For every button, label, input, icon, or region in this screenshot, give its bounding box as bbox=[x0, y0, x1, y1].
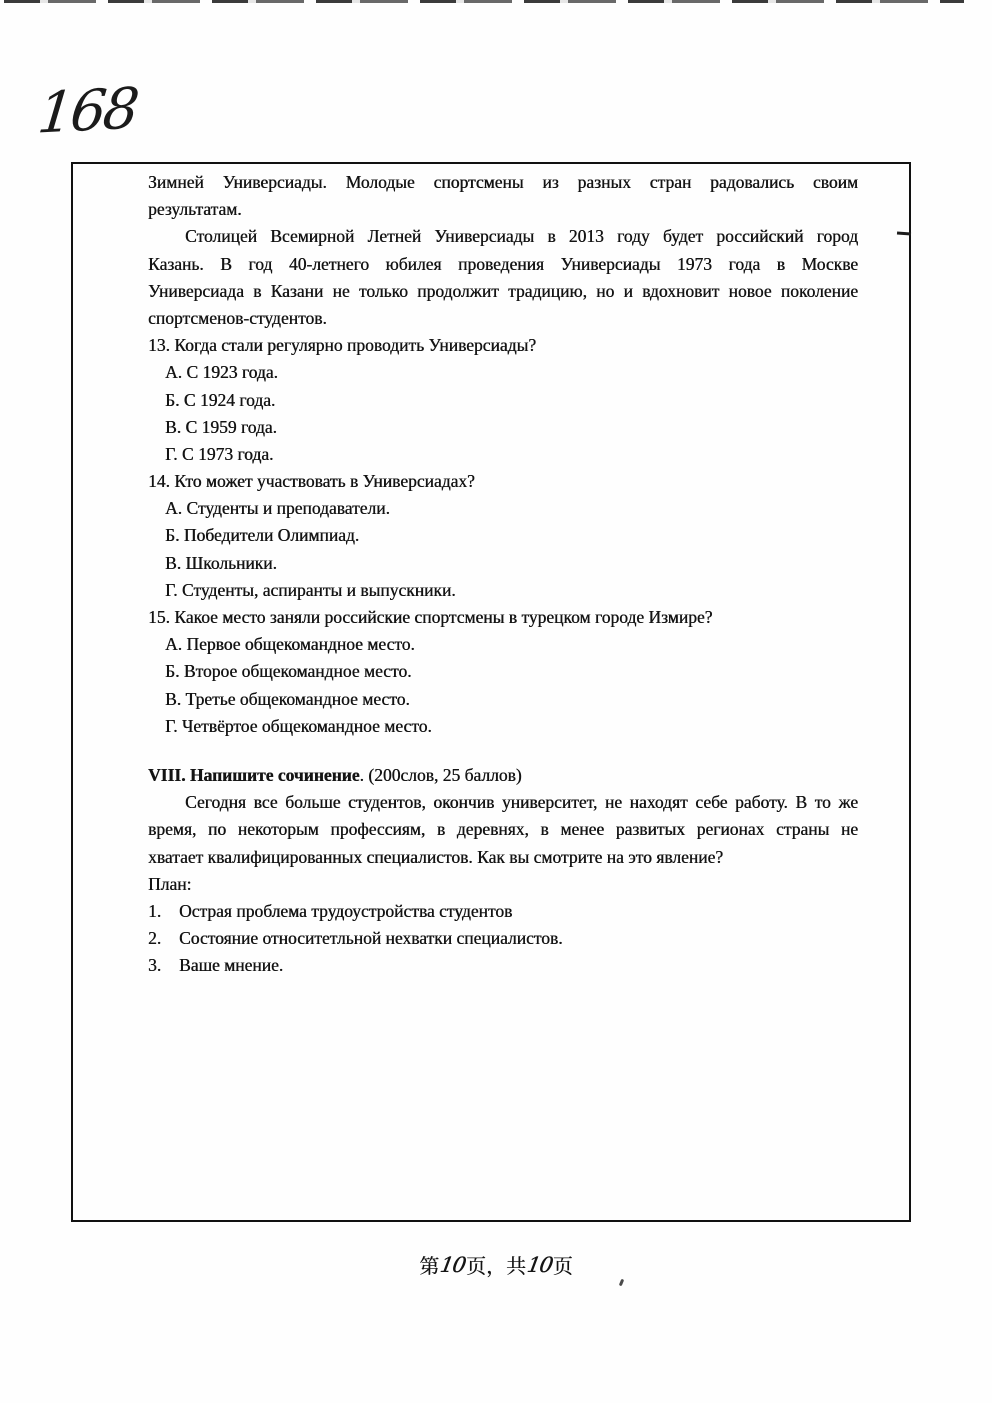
plan-item-number: 3. bbox=[148, 955, 162, 976]
footer-text: 第 bbox=[419, 1256, 440, 1278]
scan-artifact-speck bbox=[619, 1279, 624, 1287]
scan-artifact-top-edge bbox=[4, 0, 964, 3]
paragraph-line: результатам. bbox=[148, 199, 242, 220]
paragraph-line: Казань. В год 40-летнего юбилея проведения Универсиады 1973 года в Москве bbox=[148, 253, 858, 274]
question-13-option-b: Б. С 1924 года. bbox=[165, 389, 276, 410]
paragraph-line: спортсменов-студентов. bbox=[148, 307, 327, 328]
question-15-option-g: Г. Четвёртое общекомандное место. bbox=[165, 715, 432, 736]
essay-prompt-line: Сегодня все больше студентов, окончив университет, не находят себе работу. В то же bbox=[185, 792, 858, 813]
document-content bbox=[73, 164, 909, 979]
plan-item bbox=[148, 925, 858, 952]
plan-item-text: Острая проблема трудоустройства студентов bbox=[179, 900, 513, 921]
essay-prompt-line: хватает квалифицированных специалистов. Как вы смотрите на это явление? bbox=[148, 846, 724, 867]
section-spacer bbox=[148, 740, 858, 762]
question-15-option-b: Б. Второе общекомандное место. bbox=[165, 661, 412, 682]
question-14-label: 14. Кто может участвовать в Универсиадах? bbox=[148, 471, 475, 492]
question-13-option-v: В. С 1959 года. bbox=[165, 416, 277, 437]
plan-label: План: bbox=[148, 873, 192, 894]
plan-item-number: 1. bbox=[148, 900, 162, 921]
footer-text: 页，共 bbox=[466, 1256, 526, 1278]
question-13-option-g: Г. С 1973 года. bbox=[165, 443, 274, 464]
plan-item-text: Ваше мнение. bbox=[179, 955, 284, 976]
question-13-label: 13. Когда стали регулярно проводить Универсиады? bbox=[148, 335, 536, 356]
paragraph-line: Универсиада в Казани не только продолжит традицию, но и вдохновит новое поколение bbox=[148, 280, 858, 301]
question-13-option-a: А. С 1923 года. bbox=[165, 362, 278, 383]
essay-section-heading bbox=[148, 762, 858, 789]
essay-heading-bold: VIII. Напишите сочинение bbox=[148, 764, 360, 785]
question-14-option-b: Б. Победители Олимпиад. bbox=[165, 525, 360, 546]
content-border-box bbox=[71, 162, 911, 1222]
question-14-option-v: В. Школьники. bbox=[165, 552, 277, 573]
question-15-option-a: А. Первое общекомандное место. bbox=[165, 634, 415, 655]
plan-item-text: Состояние относитетльной нехватки специалистов. bbox=[179, 928, 563, 949]
question-14-option-g: Г. Студенты, аспиранты и выпускники. bbox=[165, 579, 456, 600]
handwritten-page-number: 168 bbox=[34, 76, 140, 147]
footer-text: 页 bbox=[552, 1256, 573, 1278]
plan-item bbox=[148, 898, 858, 925]
footer-page-number-handwritten: 10 bbox=[438, 1253, 468, 1277]
paragraph-line: Столицей Всемирной Летней Универсиады в 2013 году будет российский город bbox=[185, 226, 858, 247]
question-14-option-a: А. Студенты и преподаватели. bbox=[165, 498, 390, 519]
page-footer bbox=[0, 1250, 992, 1279]
question-15-label: 15. Какое место заняли российские спортсмены в турецком городе Измире? bbox=[148, 607, 713, 627]
question-15-option-v: В. Третье общекомандное место. bbox=[165, 688, 410, 709]
essay-heading-rest: . (200слов, 25 баллов) bbox=[359, 764, 522, 785]
plan-item-number: 2. bbox=[148, 928, 162, 949]
footer-total-pages-handwritten: 10 bbox=[525, 1253, 555, 1277]
paragraph-line: Зимней Универсиады. Молодые спортсмены из разных стран радовались своим bbox=[148, 172, 858, 192]
plan-item bbox=[148, 952, 858, 979]
essay-prompt-line: время, по некоторым профессиям, в деревнях, в менее развитых регионах страны не bbox=[148, 819, 858, 840]
